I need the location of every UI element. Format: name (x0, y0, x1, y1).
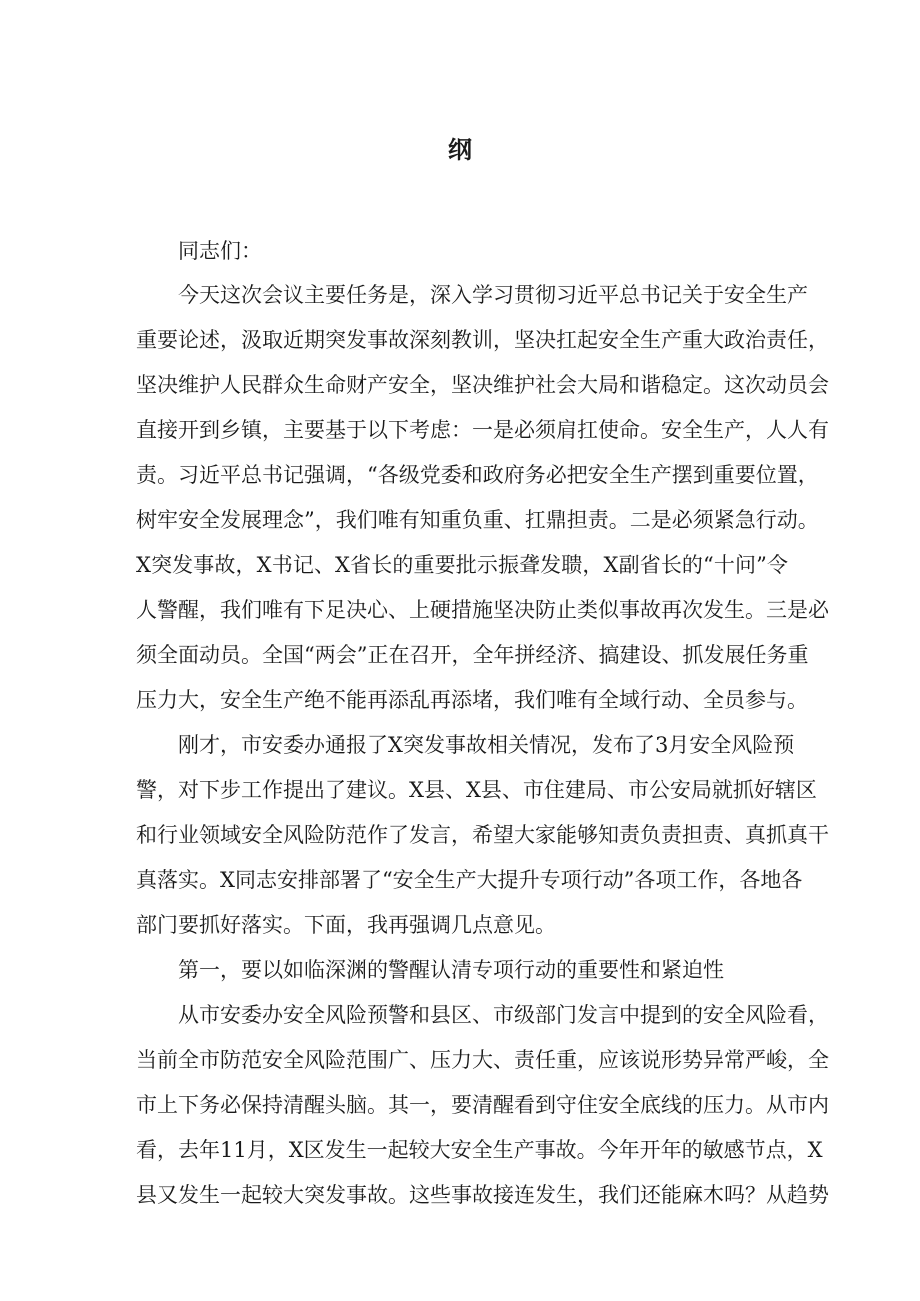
paragraph-line: 市上下务必保持清醒头脑。其一，要清醒看到守住安全底线的压力。从市内 (136, 1093, 829, 1117)
paragraph-line: 和行业领域安全风险防范作了发言，希望大家能够知责负责担责、真抓真干 (136, 823, 829, 847)
paragraph-line: 当前全市防范安全风险范围广、压力大、责任重，应该说形势异常严峻，全 (136, 1048, 829, 1072)
paragraph-line: 看，去年11月，X区发生一起较大安全生产事故。今年开年的敏感节点，X (136, 1138, 823, 1162)
paragraph-line: 真落实。X同志安排部署了“安全生产大提升专项行动”各项工作，各地各 (136, 868, 803, 892)
salutation: 同志们： (178, 239, 262, 263)
paragraph-line: X突发事故，X书记、X省长的重要批示振聋发聩，X副省长的“十问”令 (136, 553, 788, 577)
paragraph-line: 重要论述，汲取近期突发事故深刻教训，坚决扛起安全生产重大政治责任， (136, 328, 829, 352)
paragraph-line: 今天这次会议主要任务是，深入学习贯彻习近平总书记关于安全生产 (178, 283, 808, 307)
paragraph-line: 责。习近平总书记强调，“各级党委和政府务必把安全生产摆到重要位置， (136, 463, 819, 487)
paragraph-line: 压力大，安全生产绝不能再添乱再添堵，我们唯有全域行动、全员参与。 (136, 688, 808, 712)
paragraph-line: 部门要抓好落实。下面，我再强调几点意见。 (136, 913, 556, 937)
paragraph-line: 刚才，市安委办通报了X突发事故相关情况，发布了3月安全风险预 (178, 733, 795, 757)
paragraph-line: 直接开到乡镇，主要基于以下考虑：一是必须肩扛使命。安全生产，人人有 (136, 418, 829, 442)
paragraph-line: 树牢安全发展理念”，我们唯有知重负重、扛鼎担责。二是必须紧急行动。 (136, 508, 819, 532)
paragraph-line: 县又发生一起较大突发事故。这些事故接连发生，我们还能麻木吗？从趋势 (136, 1183, 829, 1207)
section-heading: 第一，要以如临深渊的警醒认清专项行动的重要性和紧迫性 (178, 958, 724, 982)
paragraph-line: 须全面动员。全国“两会”正在召开，全年拼经济、搞建设、抓发展任务重 (136, 643, 809, 667)
document-title: 纲 (448, 135, 472, 164)
paragraph-line: 人警醒，我们唯有下足决心、上硬措施坚决防止类似事故再次发生。三是必 (136, 598, 829, 622)
paragraph-line: 从市安委办安全风险预警和县区、市级部门发言中提到的安全风险看， (178, 1003, 829, 1027)
paragraph-line: 警，对下步工作提出了建议。X县、X县、市住建局、市公安局就抓好辖区 (136, 778, 817, 802)
paragraph-line: 坚决维护人民群众生命财产安全，坚决维护社会大局和谐稳定。这次动员会 (136, 373, 829, 397)
